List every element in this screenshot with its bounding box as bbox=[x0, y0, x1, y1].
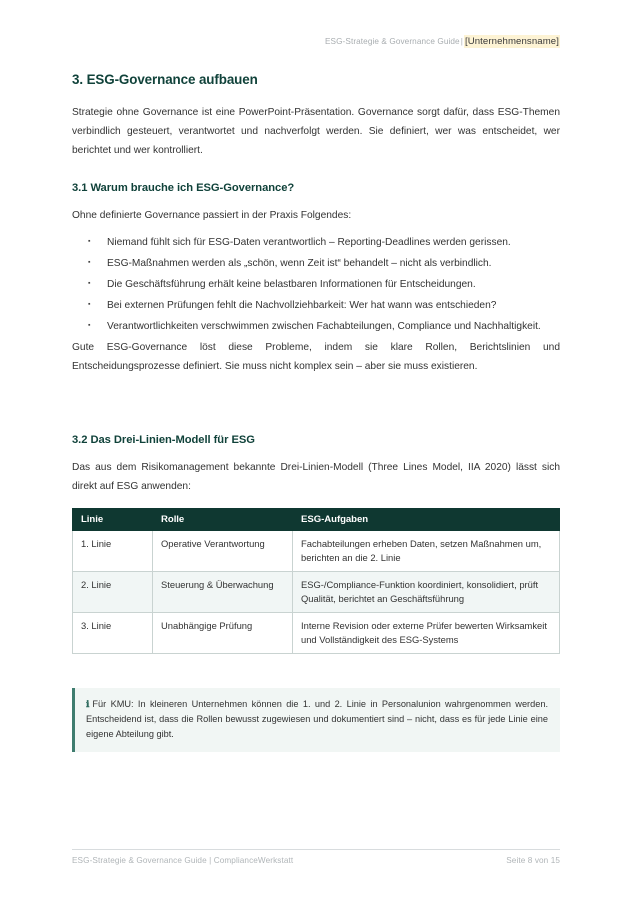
list-item: ▪ Bei externen Prüfungen fehlt die Nachvollziehbarkeit: Wer hat wann was entschieden? bbox=[72, 296, 560, 315]
three-lines-model-table bbox=[72, 508, 560, 654]
info-icon: ℹ bbox=[86, 699, 90, 709]
table-cell-aufgaben: ESG-/Compliance-Funktion koordiniert, konsolidiert, prüft Qualität, berichtet an Geschäftsführung bbox=[293, 572, 560, 613]
list-item: ▪ Die Geschäftsführung erhält keine belastbaren Informationen für Entscheidungen. bbox=[72, 275, 560, 294]
header-separator: | bbox=[460, 37, 463, 46]
info-callout-box bbox=[72, 688, 560, 752]
table-row bbox=[73, 613, 560, 654]
section-intro-paragraph: Strategie ohne Governance ist eine PowerPoint-Präsentation. Governance sorgt dafür, dass ESG-Themen verbindlich gesteuert, verantwortet und nachverfolgt werden. Sie definiert, wer was entscheidet, wer berichtet und wer kontrolliert. bbox=[72, 107, 560, 156]
callout-paragraph bbox=[86, 697, 548, 742]
table-cell-aufgaben: Fachabteilungen erheben Daten, setzen Maßnahmen um, berichten an die 2. Linie bbox=[293, 531, 560, 572]
list-item: ▪ Niemand fühlt sich für ESG-Daten verantwortlich – Reporting-Deadlines werden gerissen. bbox=[72, 233, 560, 252]
table-row bbox=[73, 531, 560, 572]
running-footer bbox=[72, 849, 560, 865]
table-header-cell-aufgaben: ESG-Aufgaben bbox=[293, 509, 560, 531]
table-header-cell-linie: Linie bbox=[73, 509, 153, 531]
subsection-3-1-title: 3.1 Warum brauche ich ESG-Governance? bbox=[72, 182, 295, 194]
footer-page-number: Seite 8 von 15 bbox=[506, 856, 560, 865]
table-cell-rolle: Steuerung & Überwachung bbox=[153, 572, 293, 613]
table-cell-rolle: Unabhängige Prüfung bbox=[153, 613, 293, 654]
table-cell-linie: 2. Linie bbox=[73, 572, 153, 613]
subsection-3-2-title: 3.2 Das Drei-Linien-Modell für ESG bbox=[72, 434, 255, 446]
footer-left-text: ESG-Strategie & Governance Guide | ComplianceWerkstatt bbox=[72, 856, 294, 865]
section-title: 3. ESG-Governance aufbauen bbox=[72, 72, 258, 87]
header-company-placeholder: [Unternehmensname] bbox=[464, 36, 559, 47]
table-cell-linie: 3. Linie bbox=[73, 613, 153, 654]
table-cell-rolle: Operative Verantwortung bbox=[153, 531, 293, 572]
header-guide-title: ESG-Strategie & Governance Guide bbox=[324, 37, 460, 46]
table-header-cell-rolle: Rolle bbox=[153, 509, 293, 531]
subsection-3-2-lead: Das aus dem Risikomanagement bekannte Drei-Linien-Modell (Three Lines Model, IIA 2020) lässt sich direkt auf ESG anwenden: bbox=[72, 462, 560, 492]
list-item: ▪ Verantwortlichkeiten verschwimmen zwischen Fachabteilungen, Compliance und Nachhaltigkeit. bbox=[72, 317, 560, 336]
table-header-row bbox=[73, 509, 560, 531]
list-item: ▪ ESG-Maßnahmen werden als „schön, wenn Zeit ist“ behandelt – nicht als verbindlich. bbox=[72, 254, 560, 273]
subsection-3-1-lead: Ohne definierte Governance passiert in der Praxis Folgendes: bbox=[72, 210, 352, 221]
running-header bbox=[72, 36, 560, 47]
table-row bbox=[73, 572, 560, 613]
table-cell-aufgaben: Interne Revision oder externe Prüfer bewerten Wirksamkeit und Vollständigkeit des ESG-Systems bbox=[293, 613, 560, 654]
table-cell-linie: 1. Linie bbox=[73, 531, 153, 572]
document-content bbox=[72, 72, 560, 752]
callout-text: Für KMU: In kleineren Unternehmen können die 1. und 2. Linie in Personalunion wahrgenommen werden. Entscheidend ist, dass die Rollen bewusst zugewiesen und dokumentiert sind – nicht, dass es für jede Linie eine eigene Abteilung gibt. bbox=[86, 699, 548, 739]
subsection-3-1-closing: Gute ESG-Governance löst diese Probleme, indem sie klare Rollen, Berichtslinien und Entscheidungsprozesse definiert. Sie muss nicht komplex sein – aber sie muss existieren. bbox=[72, 342, 560, 372]
problem-bullet-list bbox=[72, 233, 560, 336]
